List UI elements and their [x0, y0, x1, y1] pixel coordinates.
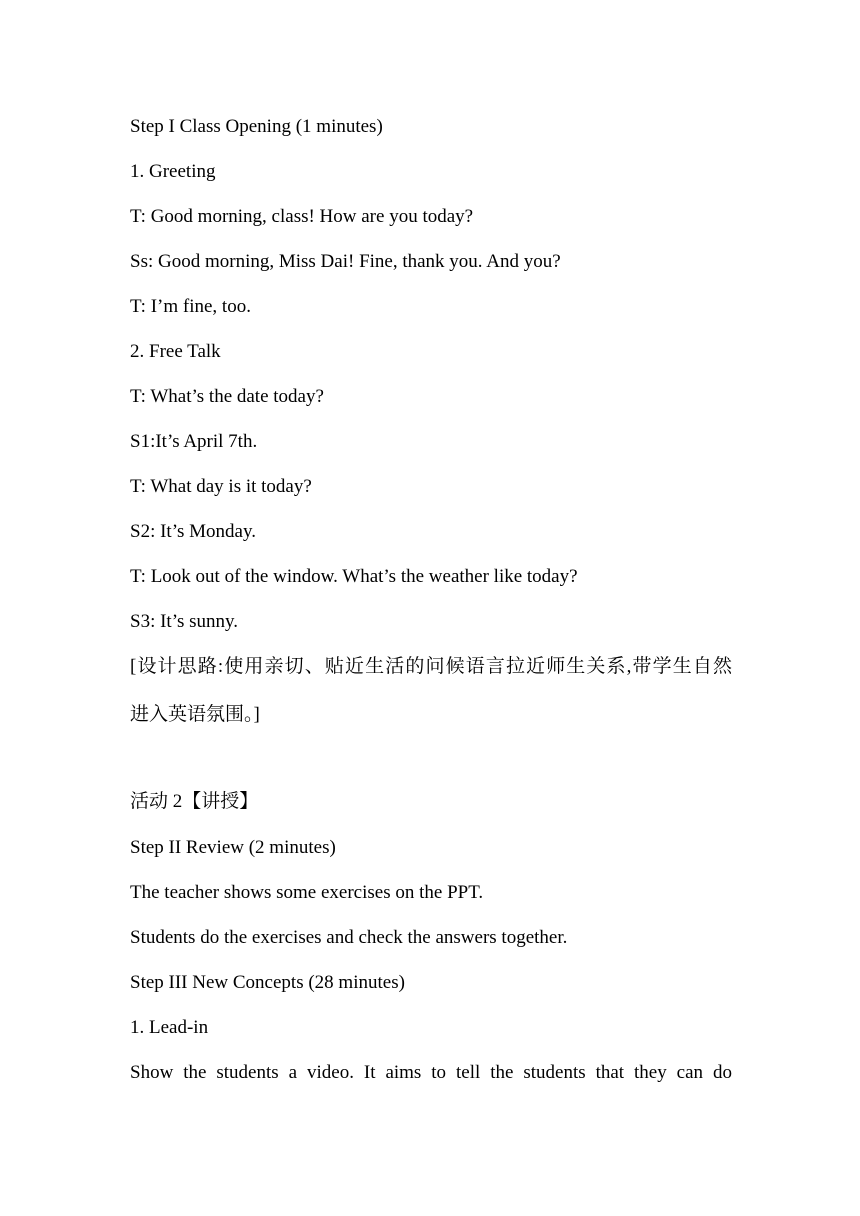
step-2-heading: Step II Review (2 minutes)	[130, 837, 336, 858]
dialogue-line: T: Good morning, class! How are you today?	[130, 206, 474, 227]
dialogue-line: S3: It’s sunny.	[130, 611, 239, 632]
dialogue-line: T: I’m fine, too.	[130, 296, 251, 317]
dialogue-line: S2: It’s Monday.	[130, 521, 256, 542]
design-note-line: [设计思路:使用亲切、贴近生活的问候语言拉近师生关系,带学生自然	[130, 656, 732, 677]
free-talk-heading: 2. Free Talk	[130, 341, 221, 362]
paragraph-line: Show the students a video. It aims to tell the students that they can do	[130, 1062, 732, 1083]
dialogue-line: Ss: Good morning, Miss Dai! Fine, thank you. And you?	[130, 251, 561, 272]
dialogue-line: T: What’s the date today?	[130, 386, 324, 407]
activity-2-heading: 活动 2【讲授】	[130, 791, 259, 812]
paragraph-line: Students do the exercises and check the answers together.	[130, 927, 568, 948]
step-1-heading: Step I Class Opening (1 minutes)	[130, 116, 383, 137]
dialogue-line: T: What day is it today?	[130, 476, 312, 497]
dialogue-line: T: Look out of the window. What’s the weather like today?	[130, 566, 578, 587]
dialogue-line: S1:It’s April 7th.	[130, 431, 258, 452]
greeting-heading: 1. Greeting	[130, 161, 216, 182]
lead-in-heading: 1. Lead-in	[130, 1017, 209, 1038]
design-note-line: 进入英语氛围。]	[130, 704, 260, 725]
paragraph-line: The teacher shows some exercises on the PPT.	[130, 882, 484, 903]
step-3-heading: Step III New Concepts (28 minutes)	[130, 972, 405, 993]
